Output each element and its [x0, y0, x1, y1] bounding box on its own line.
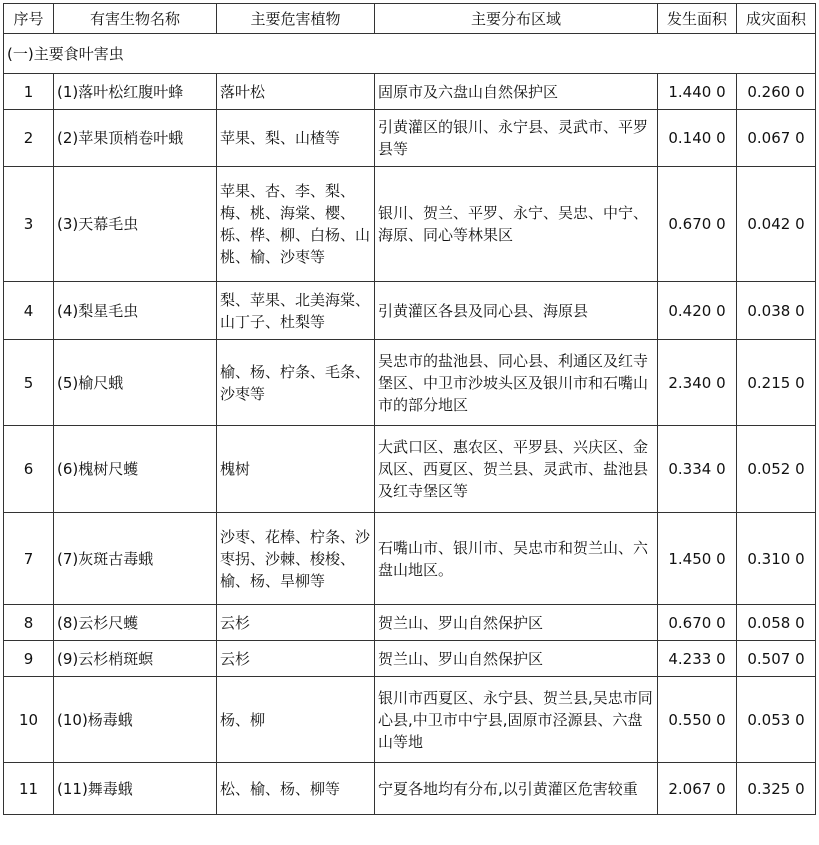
- distribution-region: 大武口区、惠农区、平罗县、兴庆区、金凤区、西夏区、贺兰县、灵武市、盐池县及红寺堡区等: [375, 426, 658, 513]
- occurrence-area: 0.550 0: [658, 677, 737, 763]
- pest-name: (1)落叶松红腹叶蜂: [54, 74, 217, 110]
- table-row: [4, 641, 816, 677]
- occurrence-area: 0.670 0: [658, 605, 737, 641]
- occurrence-area: 1.450 0: [658, 513, 737, 605]
- row-number: 1: [4, 74, 54, 110]
- pest-name: (11)舞毒蛾: [54, 763, 217, 815]
- section-title: (一)主要食叶害虫: [4, 34, 816, 74]
- pest-name: (3)天幕毛虫: [54, 167, 217, 282]
- row-number: 10: [4, 677, 54, 763]
- occurrence-area: 0.140 0: [658, 110, 737, 167]
- occurrence-area: 0.670 0: [658, 167, 737, 282]
- host-plants: 沙枣、花棒、柠条、沙枣拐、沙棘、梭梭、榆、杨、旱柳等: [217, 513, 375, 605]
- pest-name: (7)灰斑古毒蛾: [54, 513, 217, 605]
- header-row: [4, 4, 816, 34]
- disaster-area: 0.310 0: [737, 513, 816, 605]
- disaster-area: 0.052 0: [737, 426, 816, 513]
- pest-name: (5)榆尺蛾: [54, 340, 217, 426]
- table-row: [4, 426, 816, 513]
- table-row: [4, 677, 816, 763]
- row-number: 8: [4, 605, 54, 641]
- distribution-region: 贺兰山、罗山自然保护区: [375, 605, 658, 641]
- row-number: 7: [4, 513, 54, 605]
- row-number: 11: [4, 763, 54, 815]
- table-row: [4, 74, 816, 110]
- pest-name: (6)槐树尺蠖: [54, 426, 217, 513]
- host-plants: 梨、苹果、北美海棠、山丁子、杜梨等: [217, 282, 375, 340]
- occurrence-area: 2.067 0: [658, 763, 737, 815]
- distribution-region: 贺兰山、罗山自然保护区: [375, 641, 658, 677]
- occurrence-area: 2.340 0: [658, 340, 737, 426]
- distribution-region: 银川市西夏区、永宁县、贺兰县,吴忠市同心县,中卫市中宁县,固原市泾源县、六盘山等地: [375, 677, 658, 763]
- row-number: 6: [4, 426, 54, 513]
- host-plants: 榆、杨、柠条、毛条、沙枣等: [217, 340, 375, 426]
- header-cell: 序号: [4, 4, 54, 34]
- row-number: 4: [4, 282, 54, 340]
- table-row: [4, 605, 816, 641]
- distribution-region: 宁夏各地均有分布,以引黄灌区危害较重: [375, 763, 658, 815]
- pest-table: [3, 3, 816, 815]
- disaster-area: 0.038 0: [737, 282, 816, 340]
- disaster-area: 0.325 0: [737, 763, 816, 815]
- pest-name: (9)云杉梢斑螟: [54, 641, 217, 677]
- table-row: [4, 110, 816, 167]
- row-number: 2: [4, 110, 54, 167]
- disaster-area: 0.215 0: [737, 340, 816, 426]
- header-cell: 成灾面积: [737, 4, 816, 34]
- table-row: [4, 763, 816, 815]
- host-plants: 苹果、杏、李、梨、梅、桃、海棠、樱、栎、桦、柳、白杨、山桃、榆、沙枣等: [217, 167, 375, 282]
- distribution-region: 引黄灌区各县及同心县、海原县: [375, 282, 658, 340]
- disaster-area: 0.042 0: [737, 167, 816, 282]
- row-number: 3: [4, 167, 54, 282]
- header-cell: 发生面积: [658, 4, 737, 34]
- table-row: [4, 340, 816, 426]
- host-plants: 槐树: [217, 426, 375, 513]
- host-plants: 云杉: [217, 605, 375, 641]
- occurrence-area: 1.440 0: [658, 74, 737, 110]
- table-row: [4, 282, 816, 340]
- host-plants: 苹果、梨、山楂等: [217, 110, 375, 167]
- table-row: [4, 513, 816, 605]
- header-cell: 有害生物名称: [54, 4, 217, 34]
- host-plants: 杨、柳: [217, 677, 375, 763]
- disaster-area: 0.507 0: [737, 641, 816, 677]
- disaster-area: 0.058 0: [737, 605, 816, 641]
- row-number: 9: [4, 641, 54, 677]
- disaster-area: 0.053 0: [737, 677, 816, 763]
- pest-name: (4)梨星毛虫: [54, 282, 217, 340]
- host-plants: 落叶松: [217, 74, 375, 110]
- distribution-region: 引黄灌区的银川、永宁县、灵武市、平罗县等: [375, 110, 658, 167]
- distribution-region: 固原市及六盘山自然保护区: [375, 74, 658, 110]
- occurrence-area: 4.233 0: [658, 641, 737, 677]
- host-plants: 云杉: [217, 641, 375, 677]
- section-row: [4, 34, 816, 74]
- row-number: 5: [4, 340, 54, 426]
- pest-name: (8)云杉尺蠖: [54, 605, 217, 641]
- distribution-region: 吴忠市的盐池县、同心县、利通区及红寺堡区、中卫市沙坡头区及银川市和石嘴山市的部分地区: [375, 340, 658, 426]
- table-row: [4, 167, 816, 282]
- occurrence-area: 0.334 0: [658, 426, 737, 513]
- disaster-area: 0.260 0: [737, 74, 816, 110]
- pest-name: (2)苹果顶梢卷叶蛾: [54, 110, 217, 167]
- host-plants: 松、榆、杨、柳等: [217, 763, 375, 815]
- header-cell: 主要危害植物: [217, 4, 375, 34]
- pest-name: (10)杨毒蛾: [54, 677, 217, 763]
- distribution-region: 银川、贺兰、平罗、永宁、吴忠、中宁、海原、同心等林果区: [375, 167, 658, 282]
- occurrence-area: 0.420 0: [658, 282, 737, 340]
- distribution-region: 石嘴山市、银川市、吴忠市和贺兰山、六盘山地区。: [375, 513, 658, 605]
- header-cell: 主要分布区域: [375, 4, 658, 34]
- disaster-area: 0.067 0: [737, 110, 816, 167]
